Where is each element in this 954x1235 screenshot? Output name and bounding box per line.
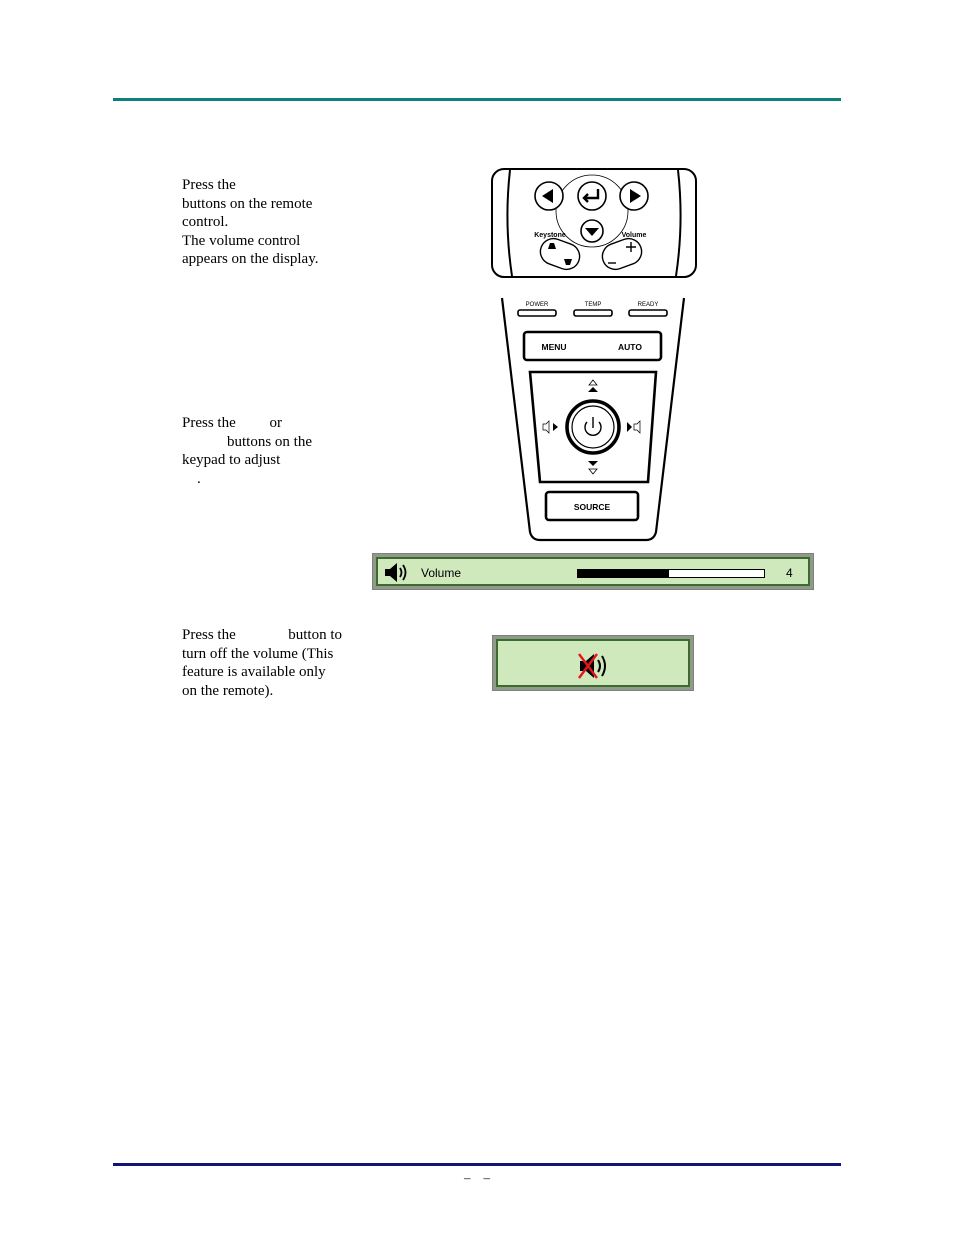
volume-value: 4 xyxy=(786,566,793,580)
keypad-instruction: Press the or buttons on the keypad to adjust . xyxy=(182,415,312,487)
source-button[interactable] xyxy=(546,492,638,520)
down-arrow-button[interactable] xyxy=(581,220,603,242)
mute-osd-panel xyxy=(496,639,690,687)
speaker-icon xyxy=(384,562,410,583)
footer-rule xyxy=(113,1163,841,1166)
mute-osd xyxy=(492,635,694,691)
ready-label: READY xyxy=(637,302,659,308)
speaker-muted-icon xyxy=(577,652,611,680)
header-rule xyxy=(113,98,841,101)
right-arrow-button[interactable] xyxy=(620,182,648,210)
menu-button-label[interactable]: MENU xyxy=(541,342,567,352)
mute-instruction: Press the button to turn off the volume (This feature is available only on the remote). xyxy=(182,627,342,699)
volume-slider-fill xyxy=(578,570,669,577)
keystone-label: Keystone xyxy=(534,232,566,239)
menu-auto-button-bar[interactable] xyxy=(524,332,661,360)
ready-led xyxy=(629,310,667,316)
remote-instruction: Press the buttons on the remote control. The volume control appears on the display. xyxy=(182,177,319,268)
left-arrow-button[interactable] xyxy=(535,182,563,210)
volume-label: Volume xyxy=(621,232,647,239)
temp-label: TEMP xyxy=(584,302,602,308)
power-label: POWER xyxy=(525,302,549,308)
page-number: – – xyxy=(464,1170,490,1185)
volume-osd xyxy=(372,553,814,590)
keypad-illustration xyxy=(498,296,688,542)
power-button[interactable] xyxy=(567,401,619,453)
source-button-label[interactable]: SOURCE xyxy=(573,502,611,512)
auto-button-label[interactable]: AUTO xyxy=(618,342,642,352)
temp-led xyxy=(574,310,612,316)
power-led xyxy=(518,310,556,316)
volume-slider-track[interactable] xyxy=(577,569,765,578)
enter-button[interactable] xyxy=(578,182,606,210)
volume-osd-panel xyxy=(376,557,810,586)
remote-control-illustration xyxy=(490,167,698,279)
volume-label-text: Volume xyxy=(421,566,462,580)
